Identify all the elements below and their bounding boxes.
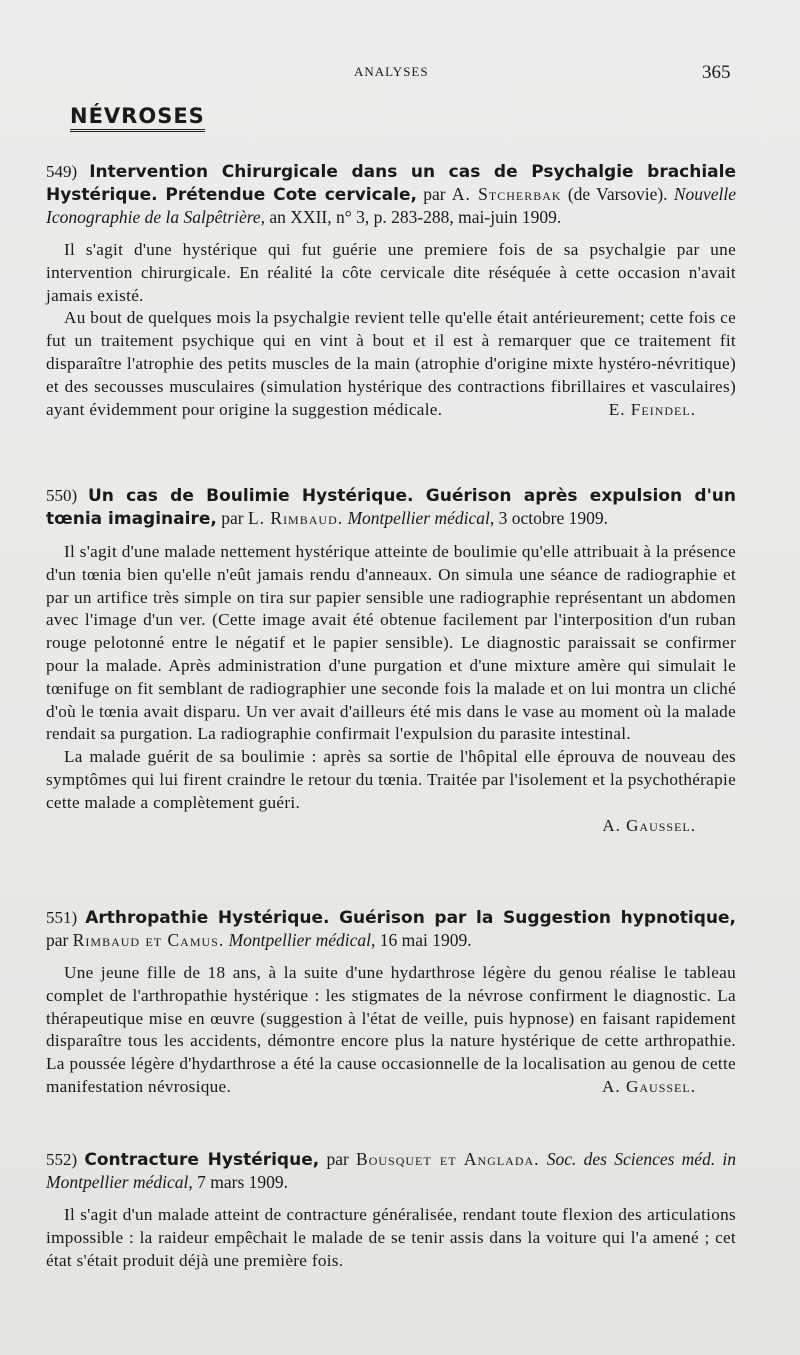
article-heading [46,906,736,951]
paragraph: Il s'agit d'un malade atteint de contracture généralisée, rendant toute flexion des articulations impossible : la raideur empêchait le malade de se tenir assis dans la voiture qui l'a amené ; cet état s'était produit déjà une première fois. [46,1205,736,1270]
article-number: 552) [46,1150,78,1169]
citation: 7 mars 1909. [197,1172,289,1192]
running-head [0,62,800,84]
signature: A. Gaussel. [602,815,696,835]
author-place: (de Varsovie). [567,184,668,204]
article-number: 550) [46,486,78,505]
signature: E. Feindel. [608,399,696,419]
article-author: Bousquet et Anglada. [356,1149,540,1169]
article-body [46,239,736,421]
article-549 [46,160,736,421]
article-body [46,541,736,837]
signature: A. Gaussel. [601,1076,696,1096]
journal-name: Soc. des Sciences méd. in Montpellier médical, [46,1149,737,1192]
article-title: Un cas de Boulimie Hystérique. Guérison après expulsion d'un tœnia imaginaire, [46,486,737,529]
article-body [46,962,736,1099]
page-number: 365 [702,62,731,83]
paragraph: Il s'agit d'une hystérique qui fut guérie une premiere fois de sa psychalgie par une intervention chirurgicale. En réalité la côte cervicale dite réséquée à cette occasion n'avait jamais existé. [46,240,736,305]
by-word: par [221,508,244,528]
by-word: par [46,930,69,950]
paragraph [46,962,736,1099]
article-heading [46,160,736,228]
article-title: Contracture Hystérique, [84,1150,320,1170]
article-author: L. Rimbaud. [247,508,344,528]
article-heading [46,484,736,530]
article-number: 549) [46,162,78,181]
article-title: Intervention Chirurgicale dans un cas de Psychalgie brachiale Hystérique. Prétendue Cote cervicale, [46,162,737,205]
article-552 [46,1148,736,1272]
citation: an XXII, n° 3, p. 283-288, mai-juin 1909. [269,207,562,227]
article-number: 551) [46,908,78,927]
by-word: par [326,1149,349,1169]
journal-name: Montpellier médical, [228,930,376,950]
running-title: ANALYSES [354,64,429,79]
section-title: NÉVROSES [70,104,205,132]
citation: 3 octobre 1909. [498,508,608,528]
paragraph-text: Une jeune fille de 18 ans, à la suite d'une hydarthrose légère du genou réalise le tableau complet de l'arthropathie hystérique : les stigmates de la névrose confirment le diagnostic. La thérapeutique mise en œuvre (suggestion à l'état de veille, puis hypnose) en faisant rapidement disparaître tous les accidents, démontre encore plus la nature hystérique de cette arthropathie. La poussée légère d'hydarthrose a été la cause occasionnelle de la localisation au genou de cette manifestation névrosique. [46,963,736,1096]
article-551 [46,906,736,1099]
paragraph: La malade guérit de sa boulimie : après sa sortie de l'hôpital elle éprouva de nouveau des symptômes qui lui firent craindre le retour du tœnia. Traitée par l'isolement et la psychothérapie cette malade a complètement guéri. [46,747,736,812]
article-550 [46,484,736,837]
article-body [46,1204,736,1272]
article-author: A. Stcherbak [451,184,562,204]
article-title: Arthropathie Hystérique. Guérison par la Suggestion hypnotique, [85,908,737,928]
by-word: par [423,184,446,204]
journal-name: Montpellier médical, [347,508,495,528]
article-author: Rimbaud et Camus. [72,930,225,950]
paragraph-text: Au bout de quelques mois la psychalgie revient telle qu'elle était antérieurement; cette fois ce fut un traitement psychique qui en vint à bout et il est à remarquer que ce traitement fit disparaître l'atrophie des petits muscles de la main (atrophie d'origine mixte hystéro-névritique) et des secousses musculaires (simulation hystérique des contractions fibrillaires et vasculaires) ayant évidemment pour origine la suggestion médicale. [46,308,736,419]
citation: 16 mai 1909. [379,930,472,950]
article-heading [46,1148,736,1193]
paragraph: Il s'agit d'une malade nettement hystérique atteinte de boulimie qu'elle attribuait à la présence d'un tœnia bien qu'elle n'eût jamais rendu d'anneaux. On simula une séance de radiographie et par un artifice très simple on tira sur papier sensible une radiographie représentant un abdomen avec l'image d'un ver. (Cette image avait été obtenue facilement par l'interposition d'un ruban rouge pelotonné entre le négatif et le papier sensible). Le diagnostic paraissait se confirmer pour la malade. Après administration d'une purgation et d'une mixture amère qui simulait le tœnifuge on fit semblant de radiographier une seconde fois la malade et on lui montra un cliché d'où le tœnia avait disparu. Un ver avait d'ailleurs été mis dans le vase au moment où la malade rendait sa purgation. La radiographie confirmait l'expulsion du parasite intestinal. [46,542,736,744]
paragraph [46,307,736,421]
journal-name: Nouvelle Iconographie de la Salpêtrière, [46,184,737,227]
